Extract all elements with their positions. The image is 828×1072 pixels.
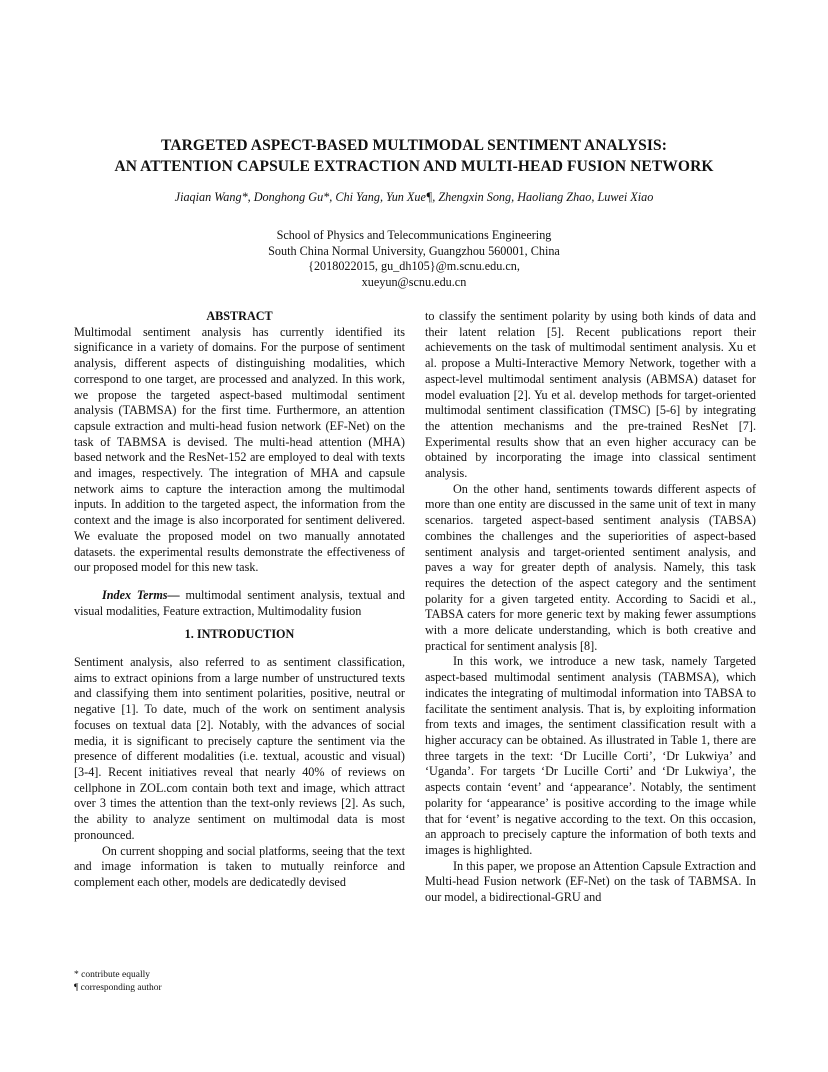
affiliation-line-2: South China Normal University, Guangzhou 560001, China <box>268 243 560 258</box>
title-line-2: AN ATTENTION CAPSULE EXTRACTION AND MULTI-HEAD FUSION NETWORK <box>114 158 714 175</box>
intro-paragraph-3: to classify the sentiment polarity by using both kinds of data and their latent relation [5]. Recent publications report their achievements on the task of multimodal sentiment analysis. Xu et al. propose a Multi-Interactive Memory Network, together with a aspect-level multimodal sentiment analysis (ABMSA) dataset for model evaluation [2]. Yu et al. develop methods for target-oriented multimodal sentiment classification (TMSC) [5-6] by integrating the attention mechanisms and the pre-trained ResNet [7]. Experimental results show that an even higher accuracy can be obtained by incorporating the image into classical sentiment analysis. <box>425 309 756 481</box>
intro-paragraph-2: On current shopping and social platforms, seeing that the text and image information is taken to mutually reinforce and complement each other, models are dedicatedly devised <box>74 843 405 889</box>
index-terms-text: multimodal sentiment analysis, textual and visual modalities, Feature extraction, Multimodality fusion <box>74 587 405 618</box>
footnote-corresponding-author: ¶ corresponding author <box>74 983 162 993</box>
author-list: Jiaqian Wang*, Donghong Gu*, Chi Yang, Yun Xue¶, Zhengxin Song, Haoliang Zhao, Luwei Xiao <box>174 190 654 204</box>
affiliation-line-4: xueyun@scnu.edu.cn <box>361 275 467 290</box>
affiliation-line-3: {2018022015, gu_dh105}@m.scnu.edu.cn, <box>308 259 520 274</box>
intro-paragraph-5: In this work, we introduce a new task, namely Targeted aspect-based multimodal sentiment analysis (TABMSA), which indicates the integrating of multimodal information into TABSA to facilitate the sentiment analysis. That is, by exploiting information from texts and images, the sentiment classification result with a higher accuracy can be obtained. As illustrated in Table 1, there are three targets in the text: ‘Dr Lucille Corti’, ‘Dr Lukwiya’ and ‘Uganda’. For targets ‘Dr Lucille Corti’ and ‘Dr Lukwiya’, the aspects contain ‘event’ and ‘appearance’. Notably, the sentiment polarity for ‘appearance’ is positive according to the image while that for ‘event’ is negative according to the text. On this occasion, an approach to precisely capture the information of both texts and images is highlighted. <box>425 654 756 857</box>
left-column <box>74 309 405 891</box>
footnotes <box>74 969 162 995</box>
title-line-1: TARGETED ASPECT-BASED MULTIMODAL SENTIMENT ANALYSIS: <box>161 137 667 154</box>
affiliation-line-1: School of Physics and Telecommunications Engineering <box>276 228 552 242</box>
abstract-heading: ABSTRACT <box>206 309 273 323</box>
index-terms <box>74 588 405 619</box>
intro-paragraph-4: On the other hand, sentiments towards different aspects of more than one entity are discussed in the same unit of text in many scenarios. targeted aspect-based sentiment analysis (TABSA) combines the challenges and the superiorities of aspect-based sentiment analysis and target-oriented sentiment analysis, and paves a way for greater depth of analysis. Namely, this task requires the detection of the aspect category and the sentiment polarity for a given targeted entity. According to Sacidi et al., TABSA caters for more generic text by making fewer assumptions with a more delicate understanding, which is both creative and practical for sentiment analysis [8]. <box>425 481 756 653</box>
right-column <box>425 309 756 906</box>
intro-paragraph-1: Sentiment analysis, also referred to as sentiment classification, aims to extract opinions from a large number of unstructured texts and classifying them into sentiment polarities, positive, neutral or negative [1]. To date, much of the work on sentiment analysis focuses on textual data [2]. Notably, with the advances of social media, it is significant to precisely capture the sentiment via the presence of different modalities (i.e. textual, acoustic and visual) [3-4]. Recent initiatives reveal that nearly 40% of reviews on cellphone in ZOL.com contain both text and image, which attract over 3 times the attention than the text-only reviews [2]. As such, the ability to analyze sentiment on multimodal data is most pronounced. <box>74 655 405 842</box>
footnote-equal-contribution: * contribute equally <box>74 970 150 980</box>
index-terms-label: Index Terms— <box>102 587 180 602</box>
paper-title <box>0 135 828 177</box>
affiliation <box>0 228 828 291</box>
introduction-heading: 1. INTRODUCTION <box>184 627 295 642</box>
intro-paragraph-6: In this paper, we propose an Attention Capsule Extraction and Multi-head Fusion network (EF-Net) on the task of TABMSA. In our model, a bidirectional-GRU and <box>425 858 756 905</box>
abstract-text: Multimodal sentiment analysis has currently identified its significance in a variety of domains. For the purpose of sentiment analysis, different aspects of distinguishing modalities, which correspond to one target, are processed and analyzed. In this work, we propose the targeted aspect-based multimodal sentiment analysis (TABMSA) for the first time. Furthermore, an attention capsule extraction and multi-head fusion network (EF-Net) on the task of TABMSA is devised. The multi-head attention (MHA) based network and the ResNet-152 are employed to deal with texts and images, respectively. The integration of MHA and capsule network aims to capture the interaction among the multimodal inputs. In addition to the targeted aspect, the information from the context and the image is also incorporated for sentiment delivered. We evaluate the proposed model on two manually annotated datasets. the experimental results demonstrate the effectiveness of our proposed model for this new task. <box>74 324 405 575</box>
